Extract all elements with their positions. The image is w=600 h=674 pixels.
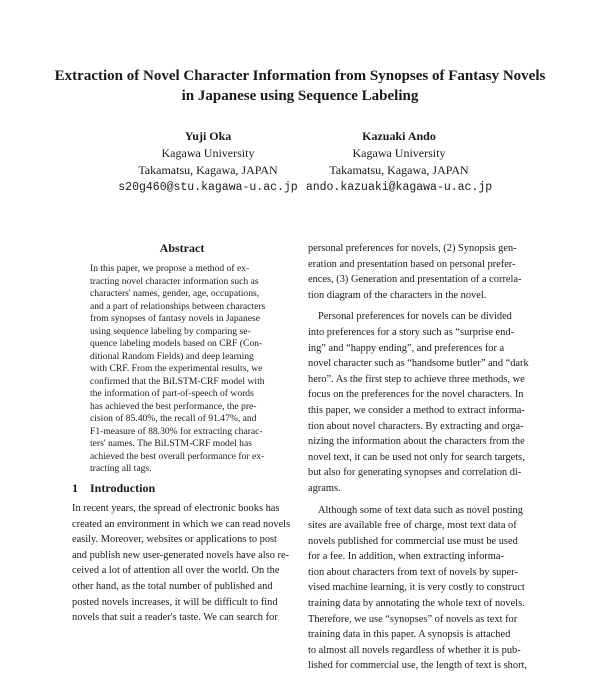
body-text-line: lished for commercial use, the length of text is short,	[308, 658, 530, 674]
body-text-line: posted novels increases, it will be difficult to find	[72, 595, 292, 611]
author-email: s20g460@stu.kagawa-u.ac.jp	[88, 179, 328, 196]
introduction-body	[72, 501, 292, 626]
section-heading-introduction	[72, 481, 292, 495]
author-affiliation: Kagawa University	[279, 145, 519, 162]
body-text-line: novels published for commercial use must be used	[308, 534, 530, 550]
abstract-line: ditional Random Fields) and deep learning	[90, 351, 276, 364]
abstract-line: ters' names. The BiLSTM-CRF model has	[90, 438, 276, 451]
abstract-line: with CRF. From the experimental results, we	[90, 363, 276, 376]
body-text-line: this paper, we consider a method to extract informa-	[308, 403, 530, 419]
abstract-line: characters' names, gender, age, occupations,	[90, 288, 276, 301]
abstract-body	[90, 263, 276, 476]
abstract-line: tracting all tags.	[90, 463, 276, 476]
author-name: Yuji Oka	[88, 128, 328, 145]
abstract-line: cision of 85.40%, the recall of 91.47%, and	[90, 413, 276, 426]
body-text-line: agrams.	[308, 481, 530, 497]
body-text-line: tion diagram of the characters in the novel.	[308, 288, 530, 304]
body-text-line: easily. Moreover, websites or applications to post	[72, 532, 292, 548]
section-title: Introduction	[90, 481, 155, 495]
abstract-heading: Abstract	[72, 241, 292, 255]
body-text-line: focus on the preferences for the novel characters. In	[308, 387, 530, 403]
body-text-line: In recent years, the spread of electronic books has	[72, 501, 292, 517]
body-paragraph	[308, 503, 530, 674]
body-text-line: training data by annotating the whole text of novels.	[308, 596, 530, 612]
body-paragraph	[308, 241, 530, 303]
body-text-line: sites are available free of charge, most text data of	[308, 518, 530, 534]
body-text-line: other hand, as the total number of published and	[72, 579, 292, 595]
section-number: 1	[72, 481, 90, 495]
abstract-line: confirmed that the BiLSTM-CRF model with	[90, 376, 276, 389]
author-location: Takamatsu, Kagawa, JAPAN	[279, 162, 519, 179]
right-column-body	[308, 241, 530, 674]
author-block-ando	[279, 128, 519, 196]
body-text-line: ing” and “happy ending”, and preferences for a	[308, 341, 530, 357]
body-text-line: vised machine learning, it is very costly to construct	[308, 580, 530, 596]
abstract-line: using sequence labeling by comparing se-	[90, 326, 276, 339]
body-text-line: tion about novel characters. By extracting and orga-	[308, 419, 530, 435]
author-name: Kazuaki Ando	[279, 128, 519, 145]
abstract-line: tracting novel character information such as	[90, 276, 276, 289]
body-text-line: hero”. As the first step to achieve three methods, we	[308, 372, 530, 388]
paper-title	[40, 66, 560, 106]
body-text-line: tion about characters from text of novels by super-	[308, 565, 530, 581]
body-text-line: Therefore, we use “synopses” of novels as text for	[308, 612, 530, 628]
paper-title-line: in Japanese using Sequence Labeling	[40, 86, 560, 106]
body-text-line: novel character such as “handsome butler” and “dark	[308, 356, 530, 372]
abstract-line: quence labeling models based on CRF (Con-	[90, 338, 276, 351]
paper-title-line: Extraction of Novel Character Information from Synopses of Fantasy Novels	[40, 66, 560, 86]
author-email: ando.kazuaki@kagawa-u.ac.jp	[279, 179, 519, 196]
abstract-line: from synopses of fantasy novels in Japanese	[90, 313, 276, 326]
body-text-line: training data in this paper. A synopsis is attached	[308, 627, 530, 643]
body-text-line: nizing the information about the characters from the	[308, 434, 530, 450]
body-text-line: Personal preferences for novels can be divided	[308, 309, 530, 325]
body-text-line: novel text, it can be used not only for search targets,	[308, 450, 530, 466]
body-text-line: into preferences for a story such as “surprise end-	[308, 325, 530, 341]
body-text-line: and publish new user-generated novels have also re-	[72, 548, 292, 564]
body-text-line: personal preferences for novels, (2) Synopsis gen-	[308, 241, 530, 257]
author-location: Takamatsu, Kagawa, JAPAN	[88, 162, 328, 179]
body-text-line: to almost all novels regardless of whether it is pub-	[308, 643, 530, 659]
body-text-line: eration and presentation based on personal prefer-	[308, 257, 530, 273]
abstract-line: and a part of relationships between characters	[90, 301, 276, 314]
body-text-line: ceived a lot of attention all over the world. On the	[72, 563, 292, 579]
body-text-line: for a fee. In addition, when extracting informa-	[308, 549, 530, 565]
body-text-line: but also for generating synopses and correlation di-	[308, 465, 530, 481]
body-paragraph	[308, 309, 530, 496]
abstract-line: In this paper, we propose a method of ex-	[90, 263, 276, 276]
abstract-line: achieved the best overall performance for ex-	[90, 451, 276, 464]
body-text-line: created an environment in which we can read novels	[72, 517, 292, 533]
body-text-line: novels that suit a reader's taste. We can search for	[72, 610, 292, 626]
abstract-line: F1-measure of 88.30% for extracting charac-	[90, 426, 276, 439]
abstract-line: the information of part-of-speech of words	[90, 388, 276, 401]
abstract-line: has achieved the best performance, the pre-	[90, 401, 276, 414]
body-text-line: ences, (3) Generation and presentation of a correla-	[308, 272, 530, 288]
body-text-line: Although some of text data such as novel posting	[308, 503, 530, 519]
author-affiliation: Kagawa University	[88, 145, 328, 162]
